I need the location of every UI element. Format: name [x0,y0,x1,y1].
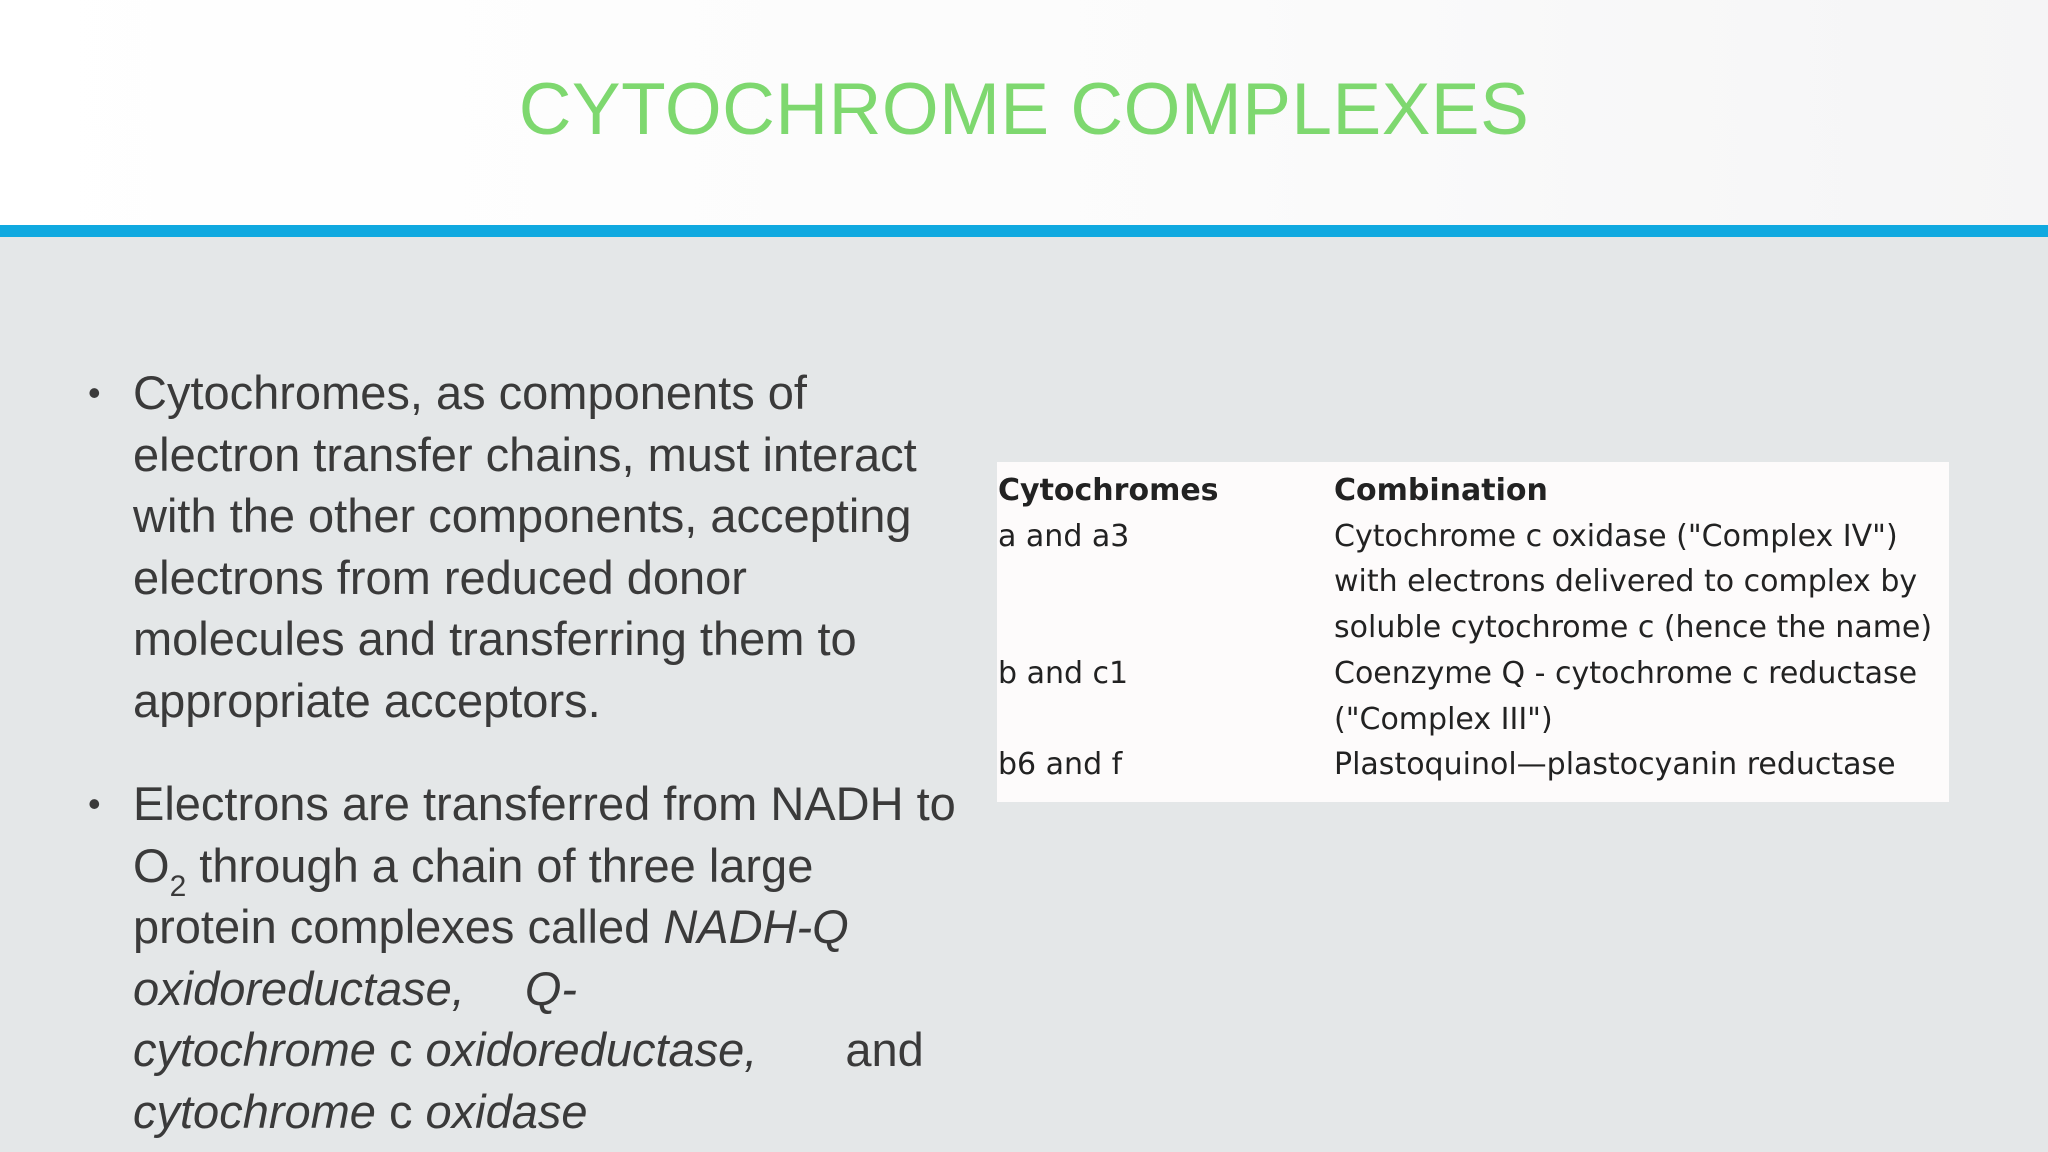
table-cell-cytochromes: b6 and f [998,747,1123,783]
table-cell-cytochromes: a and a3 [998,518,1130,554]
bullet-text-line [133,958,1080,1020]
bullet-text-line [133,835,1080,903]
table-cell-line: soluble cytochrome c (hence the name) [1334,610,1933,646]
table-row [998,742,1934,788]
bullet-text-line: appropriate acceptors. [133,673,601,727]
complex-name-fragment: oxidase [425,1084,588,1138]
slide-header [0,0,2048,225]
table-cell-line: Coenzyme Q - cytochrome c reductase [1334,655,1918,691]
cytochrome-table [998,468,1934,788]
table-cell-line: Cytochrome c oxidase ("Complex IV") [1334,518,1898,554]
table-cell-combination [1334,514,1934,651]
bullet-text-line: Cytochromes, as components of [133,366,807,419]
bullet-text-fragment: and [845,1023,924,1076]
complex-name-fragment: Q- [524,961,578,1015]
table-cell-combination [1334,742,1934,788]
table-header-row [998,468,1934,514]
bullet-text-fragment: c [375,1084,426,1138]
complex-name-fragment: oxidoreductase, [425,1023,758,1076]
oxygen-symbol: O [133,838,170,892]
bullet-text-line: electrons from reduced donor [133,550,747,604]
table-row [998,514,1934,651]
bullet-text-line [133,896,1080,958]
bullet-text-line: molecules and transferring them to [133,612,857,665]
bullet-text-line [133,1081,1080,1143]
bullet-item-cytochromes [80,362,1080,731]
table-cell-cytochromes: b and c1 [998,655,1129,691]
table-cell-line: ("Complex III") [1334,701,1553,737]
bullet-text-fragment: through a chain of three large [186,838,814,892]
table-cell-combination [1334,651,1934,742]
bullet-dot-icon: • [88,372,101,413]
table-cell-line: Plastoquinol—plastocyanin reductase [1334,747,1896,783]
complex-name-fragment: cytochrome [133,1084,376,1138]
cytochrome-table-image [997,462,1949,802]
header-divider [0,225,2048,237]
oxygen-subscript: 2 [169,869,187,903]
bullet-list [80,362,1080,1142]
complex-name-nadh-q: NADH-Q [663,900,849,953]
bullet-item-electron-transfer [80,773,1080,1142]
table-cell-line: with electrons delivered to complex by [1334,564,1918,600]
table-header-combination: Combination [1334,473,1548,508]
complex-name-fragment: oxidoreductase, [133,961,465,1015]
bullet-text-fragment: protein complexes called [133,900,664,953]
bullet-text-line: Electrons are transferred from NADH to [133,777,956,830]
bullet-text-line: with the other components, accepting [133,489,912,542]
table-header-cytochromes: Cytochromes [998,473,1219,508]
bullet-text-line: electron transfer chains, must interact [133,427,917,481]
bullet-dot-icon: • [88,783,101,824]
bullet-text-line [133,1019,1080,1081]
complex-name-fragment: cytochrome [133,1023,376,1076]
slide-title: CYTOCHROME COMPLEXES [518,69,1530,150]
table-row [998,651,1934,742]
bullet-text-fragment: c [375,1023,426,1076]
